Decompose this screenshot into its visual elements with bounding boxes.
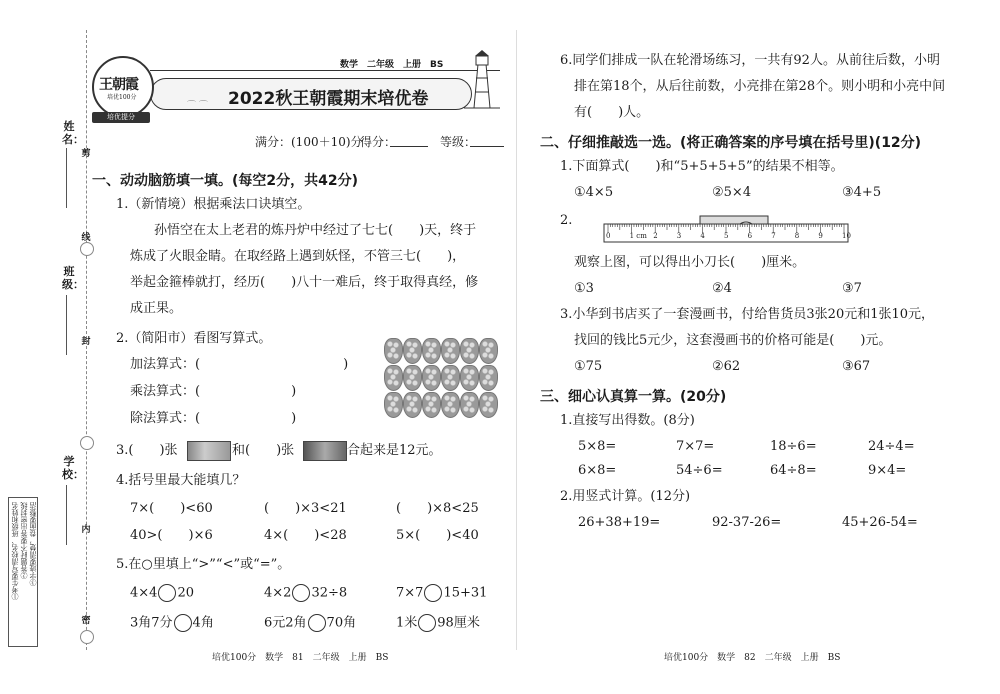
q5-item: 4×2 32÷8 xyxy=(264,585,348,601)
binding-hole xyxy=(80,630,94,644)
q5-item: 4×4 20 xyxy=(130,585,194,601)
q6-line[interactable]: 有( )人。 xyxy=(574,105,650,120)
q4-item[interactable]: 7×( )<60 xyxy=(130,501,213,516)
calc-item[interactable]: 7×7= xyxy=(676,439,715,454)
ruler-label: 1 cm xyxy=(629,232,647,240)
header-rule xyxy=(150,70,500,71)
calc-item[interactable]: 64÷8= xyxy=(770,463,817,478)
s3-q2: 2.用竖式计算。(12分) xyxy=(560,489,691,504)
grape-bunches-image xyxy=(384,338,500,416)
s3-q1: 1.直接写出得数。(8分) xyxy=(560,413,695,428)
calc-item[interactable]: 18÷6= xyxy=(770,439,817,454)
section-3-title: 三、细心认真算一算。(20分) xyxy=(540,389,727,405)
q1-line: 炼成了火眼金睛。在取经路上遇到妖怪，不管三七( )， xyxy=(130,249,466,264)
page-divider xyxy=(516,30,517,650)
q2-add-expression[interactable]: 加法算式：( ) xyxy=(130,357,349,372)
vertical-calc-item[interactable]: 92-37-26= xyxy=(712,515,782,530)
grape-bunch-icon xyxy=(384,338,403,364)
calc-item[interactable]: 24÷4= xyxy=(868,439,915,454)
grape-bunch-icon xyxy=(441,392,460,418)
compare-circle[interactable] xyxy=(418,614,436,632)
page-title: 2022秋王朝霞期末培优卷 xyxy=(228,89,429,109)
grape-bunch-icon xyxy=(384,365,403,391)
compare-circle[interactable] xyxy=(158,584,176,602)
cut-mark: 剪 xyxy=(81,149,91,159)
vertical-calc-item[interactable]: 45+26-54= xyxy=(842,515,918,530)
vertical-calc-item[interactable]: 26+38+19= xyxy=(578,515,661,530)
school-label: 学校： xyxy=(62,455,84,481)
q3-part-b: 和( )张 xyxy=(232,443,295,458)
full-marks: 满分：(100＋10)分 xyxy=(255,135,363,149)
ruler-label: 8 xyxy=(794,232,800,240)
choice-option[interactable]: ③67 xyxy=(842,359,871,374)
page-footer-left: 培优100分 数学 81 二年级 上册 BS xyxy=(212,653,389,663)
bird-decoration: ⌒ ⌒ xyxy=(187,101,208,111)
logo-subtext: 培优100分 xyxy=(107,94,137,101)
q2-mul-expression[interactable]: 乘法算式：( ) xyxy=(130,384,297,399)
choice-option[interactable]: ①4×5 xyxy=(574,185,614,200)
school-field[interactable] xyxy=(66,485,67,545)
logo-text: 王朝霞 xyxy=(99,77,138,93)
grape-bunch-icon xyxy=(403,338,422,364)
grape-bunch-icon xyxy=(479,338,498,364)
choice-option[interactable]: ②5×4 xyxy=(712,185,752,200)
s2-q3-line: 3.小华到书店买了一套漫画书，付给售货员3张20元和1张10元， xyxy=(560,307,935,322)
grape-bunch-icon xyxy=(460,392,479,418)
grape-bunch-icon xyxy=(422,365,441,391)
q4-item[interactable]: 5×( )<40 xyxy=(396,528,479,543)
q6-line: 排在第18个，从后往前数，小亮排在第28个。则小明和小亮中间 xyxy=(574,79,946,94)
calc-item[interactable]: 6×8= xyxy=(578,463,617,478)
calc-item[interactable]: 9×4= xyxy=(868,463,907,478)
knife-shape xyxy=(700,216,768,224)
choice-option[interactable]: ①3 xyxy=(574,281,594,296)
ruler-label: 0 xyxy=(606,232,611,240)
grape-bunch-icon xyxy=(479,365,498,391)
exam-notice-box xyxy=(8,497,38,647)
grape-bunch-icon xyxy=(441,365,460,391)
q5-item: 7×7 15+31 xyxy=(396,585,488,601)
q2-intro: 2.（简阳市）看图写算式。 xyxy=(116,331,272,346)
q4-item[interactable]: 4×( )<28 xyxy=(264,528,347,543)
q5-item: 1米 98厘米 xyxy=(396,615,480,631)
choice-option[interactable]: ③7 xyxy=(842,281,862,296)
calc-item[interactable]: 54÷6= xyxy=(676,463,723,478)
grape-bunch-icon xyxy=(422,338,441,364)
q1-line: 孙悟空在太上老君的炼丹炉中经过了七七( )天，终于 xyxy=(154,223,477,238)
cut-mark: 封 xyxy=(81,337,91,347)
q1-line: 举起金箍棒就打，经历( )八十一难后，终于取得真经，修 xyxy=(130,275,479,290)
name-field[interactable] xyxy=(66,148,67,208)
section-1-title: 一、动动脑筋填一填。(每空2分，共42分) xyxy=(92,173,359,189)
q4-item[interactable]: ( )×8<25 xyxy=(396,501,479,516)
choice-option[interactable]: ③4+5 xyxy=(842,185,882,200)
score-field[interactable] xyxy=(390,146,428,147)
grape-bunch-icon xyxy=(460,338,479,364)
class-label: 班级： xyxy=(62,265,84,291)
choice-option[interactable]: ②4 xyxy=(712,281,732,296)
one-yuan-note-icon xyxy=(303,441,347,461)
notice-2: ②答题时不要答出密封线 xyxy=(20,502,28,579)
q3-part-c: 合起来是12元。 xyxy=(347,443,442,458)
ruler-label: 3 xyxy=(676,232,682,240)
q1-line: 成正果。 xyxy=(130,301,183,316)
grade-label: 等级： xyxy=(440,135,477,149)
grape-bunch-icon xyxy=(422,392,441,418)
ruler-label: 7 xyxy=(771,232,776,240)
q4-item[interactable]: 40>( )×6 xyxy=(130,528,213,543)
compare-circle[interactable] xyxy=(292,584,310,602)
lighthouse-icon xyxy=(462,50,502,110)
grape-bunch-icon xyxy=(384,392,403,418)
q2-div-expression[interactable]: 除法算式：( ) xyxy=(130,411,297,426)
grape-bunch-icon xyxy=(441,338,460,364)
grade-field[interactable] xyxy=(470,146,504,147)
q5-item: 6元2角 70角 xyxy=(264,615,357,631)
grape-bunch-icon xyxy=(479,392,498,418)
page-footer-right: 培优100分 数学 82 二年级 上册 BS xyxy=(664,653,841,663)
notice-3: ③字迹要清楚，卷面要整洁 xyxy=(29,502,37,586)
grape-bunch-icon xyxy=(403,365,422,391)
class-field[interactable] xyxy=(66,295,67,355)
brand-logo xyxy=(92,56,154,118)
notice-1: ①考生要写清校名、班级和姓名 xyxy=(11,502,19,600)
calc-item[interactable]: 5×8= xyxy=(578,439,617,454)
ruler-label: 5 xyxy=(724,232,729,240)
cut-mark: 线 xyxy=(81,233,91,243)
compare-circle[interactable] xyxy=(424,584,442,602)
q4-intro: 4.括号里最大能填几？ xyxy=(116,473,246,488)
header-tags: 数学 二年级 上册 BS xyxy=(340,60,444,70)
choice-option[interactable]: ②62 xyxy=(712,359,741,374)
ruler-label: 9 xyxy=(818,232,823,240)
s2-q1: 1.下面算式( )和“5+5+5+5”的结果不相等。 xyxy=(560,159,844,174)
cut-mark: 内 xyxy=(81,525,91,535)
ruler-label: 10 xyxy=(842,232,851,240)
choice-option[interactable]: ①75 xyxy=(574,359,603,374)
ruler-label: 2 xyxy=(653,232,658,240)
q4-item[interactable]: ( )×3<21 xyxy=(264,501,347,516)
q3-part-a: 3.( )张 xyxy=(116,443,178,458)
grape-bunch-icon xyxy=(403,392,422,418)
binding-hole xyxy=(80,436,94,450)
q5-item: 3角7分 4角 xyxy=(130,615,214,631)
s2-q3-line: 找回的钱比5元少，这套漫画书的价格可能是( )元。 xyxy=(574,333,892,348)
grape-bunch-icon xyxy=(460,365,479,391)
compare-circle[interactable] xyxy=(308,614,326,632)
cut-mark: 密 xyxy=(81,616,91,626)
section-2-title: 二、仔细推敲选一选。(将正确答案的序号填在括号里)(12分) xyxy=(540,135,922,151)
ruler-label: 6 xyxy=(747,232,753,240)
ruler-labels xyxy=(602,232,852,244)
ruler-label: 4 xyxy=(700,232,705,240)
s2-q2-number: 2. xyxy=(560,213,573,228)
ten-yuan-note-icon xyxy=(187,441,231,461)
s2-q2-text: 观察上图，可以得出小刀长( )厘米。 xyxy=(574,255,806,270)
score-label: 得分： xyxy=(360,135,397,149)
logo-ribbon: 培优提分 xyxy=(92,112,150,123)
q6-line: 6.同学们排成一队在轮滑场练习，一共有92人。从前往后数，小明 xyxy=(560,53,940,68)
q5-intro: 5.在○里填上“>”“<”或“=”。 xyxy=(116,557,291,572)
name-label: 姓名： xyxy=(62,120,84,146)
q1-intro: 1.（新情境）根据乘法口诀填空。 xyxy=(116,197,311,212)
compare-circle[interactable] xyxy=(174,614,192,632)
